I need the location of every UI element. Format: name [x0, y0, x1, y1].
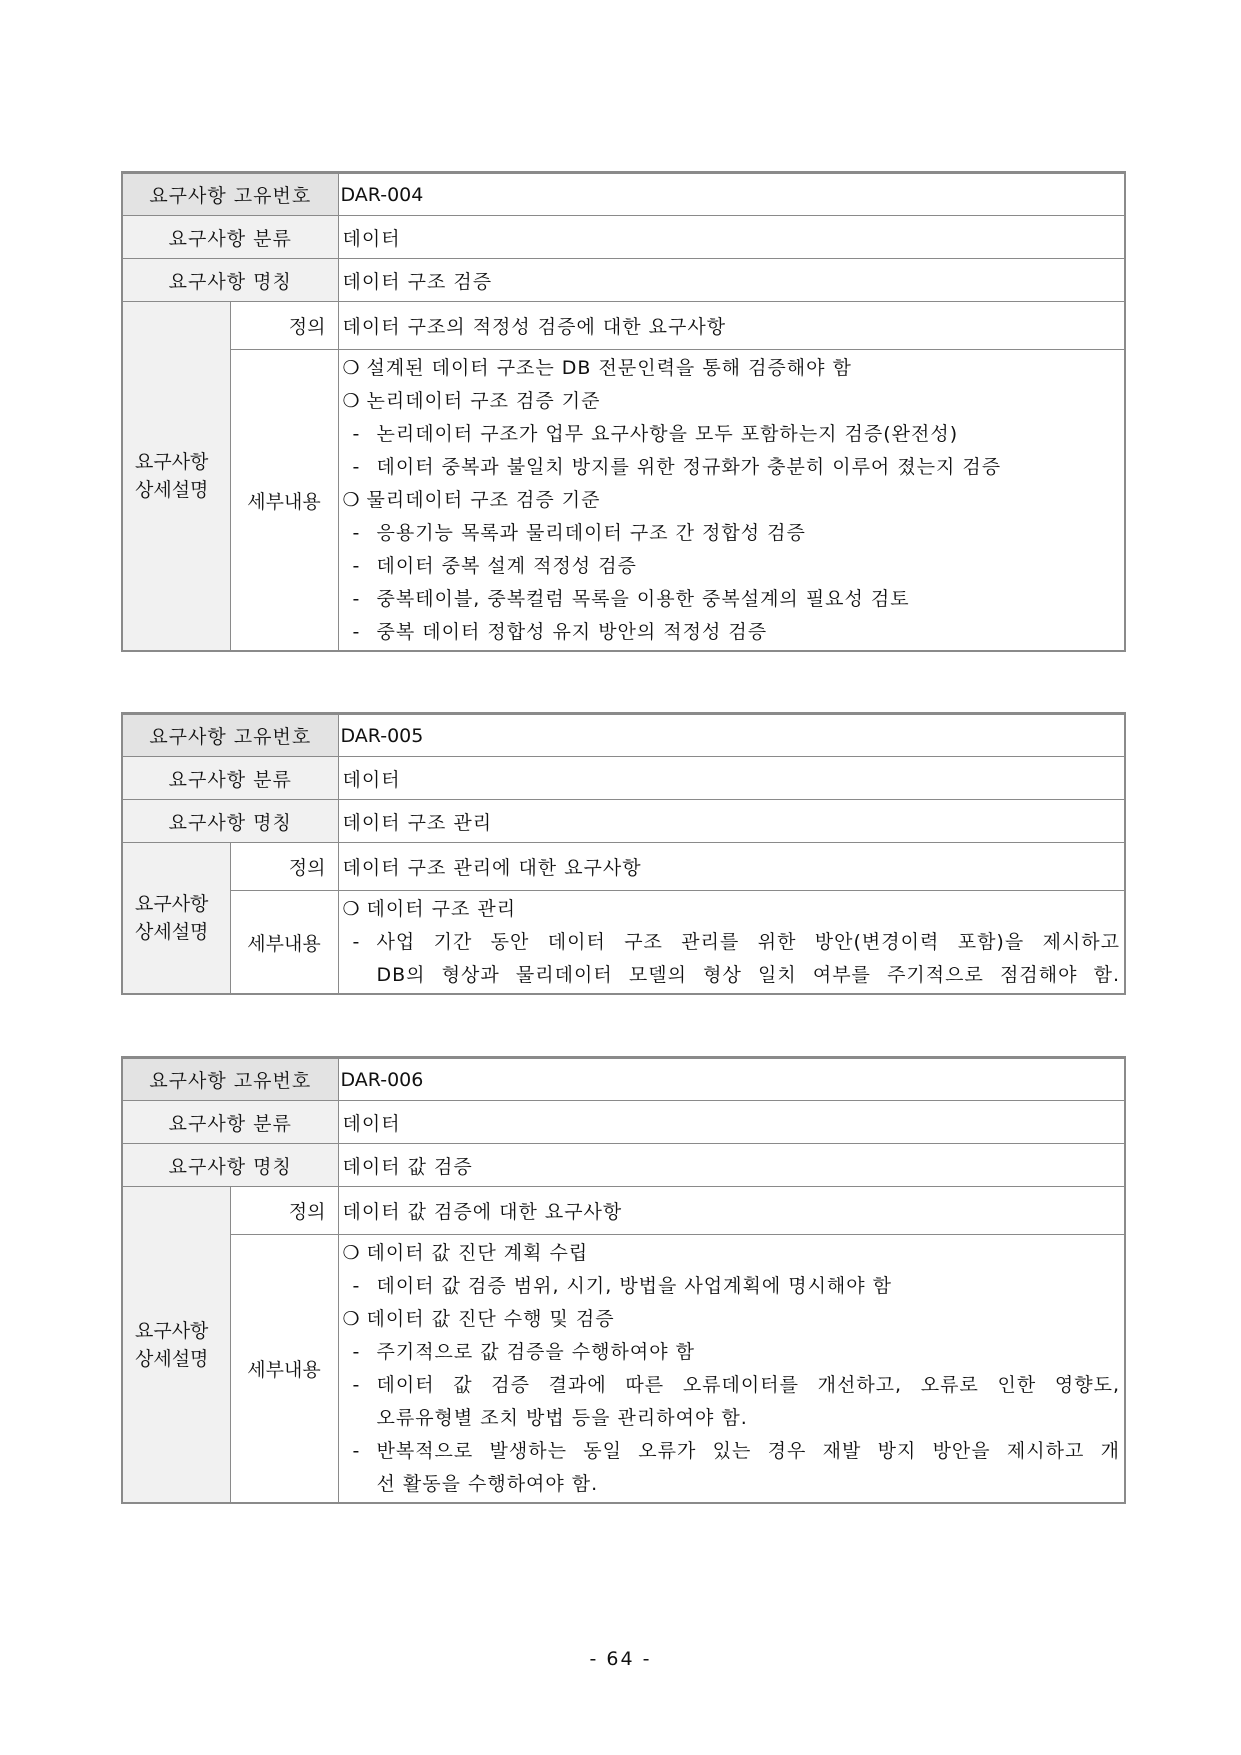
- category-label: 요구사항 분류: [122, 1101, 338, 1144]
- detail-line: [343, 1369, 1121, 1402]
- detail-label-line1: 요구사항: [135, 451, 209, 473]
- dash-marker: -: [352, 1374, 361, 1396]
- detail-text: 중복 데이터 정합성 유지 방안의 적정성 검증: [376, 621, 768, 643]
- dash-marker: -: [352, 588, 361, 610]
- dash-marker: -: [352, 621, 361, 643]
- detail-text: 데이터 값 검증 결과에 따른 오류데이터를 개선하고, 오류로 인한 영향도,: [376, 1374, 1120, 1396]
- bullet-marker: ❍: [342, 1242, 361, 1264]
- dash-marker: -: [352, 456, 361, 478]
- detail-text: 오류유형별 조치 방법 등을 관리하여야 함.: [376, 1407, 748, 1429]
- detail-text: 선 활동을 수행하여야 함.: [376, 1473, 599, 1495]
- id-label: 요구사항 고유번호: [122, 173, 338, 216]
- detail-line: [343, 418, 1121, 451]
- detail-line: [343, 1336, 1121, 1369]
- bullet-marker: ❍: [342, 357, 361, 379]
- requirement-table-dar-005: [121, 712, 1126, 995]
- id-value: DAR-004: [338, 173, 1125, 216]
- detail-text: 물리데이터 구조 검증 기준: [366, 489, 601, 511]
- detail-line: [343, 1402, 1121, 1435]
- bullet-marker: ❍: [342, 489, 361, 511]
- category-value: 데이터: [338, 1101, 1125, 1144]
- detail-text: 데이터 중복과 불일치 방지를 위한 정규화가 충분히 이루어 졌는지 검증: [376, 456, 1002, 478]
- requirement-table-dar-004: [121, 171, 1126, 652]
- definition-value: 데이터 구조 관리에 대한 요구사항: [338, 843, 1125, 891]
- content-label: 세부내용: [230, 350, 338, 652]
- detail-line: [343, 1435, 1121, 1468]
- detail-text: 사업 기간 동안 데이터 구조 관리를 위한 방안(변경이력 포함)을 제시하고: [376, 931, 1120, 953]
- id-label: 요구사항 고유번호: [122, 1058, 338, 1101]
- detail-text: 설계된 데이터 구조는 DB 전문인력을 통해 검증해야 함: [366, 357, 852, 379]
- detail-text: 응용기능 목록과 물리데이터 구조 간 정합성 검증: [376, 522, 806, 544]
- detail-content: [338, 891, 1125, 995]
- detail-label-line1: 요구사항: [135, 893, 209, 915]
- detail-line: [343, 583, 1121, 616]
- detail-line: [343, 385, 1121, 418]
- name-value: 데이터 값 검증: [338, 1144, 1125, 1187]
- detail-content: [338, 350, 1125, 652]
- detail-line: [343, 352, 1121, 385]
- definition-label: 정의: [230, 302, 338, 350]
- name-label: 요구사항 명칭: [122, 259, 338, 302]
- bullet-marker: ❍: [342, 898, 361, 920]
- detail-group-label: [122, 302, 230, 652]
- detail-text: 논리데이터 구조 검증 기준: [366, 390, 601, 412]
- dash-marker: -: [352, 931, 361, 953]
- detail-text: 논리데이터 구조가 업무 요구사항을 모두 포함하는지 검증(완전성): [376, 423, 959, 445]
- detail-line: [343, 517, 1121, 550]
- id-label: 요구사항 고유번호: [122, 714, 338, 757]
- detail-text: 데이터 구조 관리: [366, 898, 517, 920]
- category-label: 요구사항 분류: [122, 216, 338, 259]
- bullet-marker: ❍: [342, 1308, 361, 1330]
- detail-label-line1: 요구사항: [135, 1319, 209, 1342]
- detail-line: [343, 550, 1121, 583]
- detail-line: [343, 1270, 1121, 1303]
- detail-text: 주기적으로 값 검증을 수행하여야 함: [376, 1341, 695, 1363]
- detail-content: [338, 1235, 1125, 1504]
- detail-line: [343, 616, 1121, 649]
- detail-line: [343, 484, 1121, 517]
- dash-marker: -: [352, 522, 361, 544]
- dash-marker: -: [352, 555, 361, 577]
- category-label: 요구사항 분류: [122, 757, 338, 800]
- detail-text: 반복적으로 발생하는 동일 오류가 있는 경우 재발 방지 방안을 제시하고 개: [376, 1440, 1120, 1462]
- name-label: 요구사항 명칭: [122, 1144, 338, 1187]
- detail-label-line2: 상세설명: [135, 1347, 209, 1370]
- detail-text: 데이터 값 검증 범위, 시기, 방법을 사업계획에 명시해야 함: [376, 1275, 893, 1297]
- detail-label-line2: 상세설명: [135, 479, 209, 501]
- detail-line: [343, 959, 1121, 992]
- definition-label: 정의: [230, 1187, 338, 1235]
- dash-marker: -: [352, 1440, 361, 1462]
- detail-text: 데이터 값 진단 수행 및 검증: [366, 1308, 615, 1330]
- detail-text: 중복테이블, 중복컬럼 목록을 이용한 중복설계의 필요성 검토: [376, 588, 910, 610]
- detail-line: [343, 451, 1121, 484]
- dash-marker: -: [352, 1341, 361, 1363]
- dash-marker: -: [352, 423, 361, 445]
- detail-text: 데이터 중복 설계 적정성 검증: [376, 555, 637, 577]
- detail-text: 데이터 값 진단 계획 수립: [366, 1242, 589, 1264]
- bullet-marker: ❍: [342, 390, 361, 412]
- page-number: - 64 -: [589, 1648, 652, 1670]
- detail-group-label: [122, 1187, 230, 1504]
- detail-line: [343, 1237, 1121, 1270]
- detail-line: [343, 893, 1121, 926]
- definition-label: 정의: [230, 843, 338, 891]
- name-value: 데이터 구조 검증: [338, 259, 1125, 302]
- definition-value: 데이터 구조의 적정성 검증에 대한 요구사항: [338, 302, 1125, 350]
- detail-line: [343, 1468, 1121, 1501]
- category-value: 데이터: [338, 757, 1125, 800]
- id-value: DAR-006: [338, 1058, 1125, 1101]
- detail-text: DB의 형상과 물리데이터 모델의 형상 일치 여부를 주기적으로 점검해야 함.: [376, 964, 1120, 986]
- name-label: 요구사항 명칭: [122, 800, 338, 843]
- detail-group-label: [122, 843, 230, 995]
- id-value: DAR-005: [338, 714, 1125, 757]
- detail-line: [343, 1303, 1121, 1336]
- dash-marker: -: [352, 1275, 361, 1297]
- requirement-table-dar-006: [121, 1056, 1126, 1504]
- definition-value: 데이터 값 검증에 대한 요구사항: [338, 1187, 1125, 1235]
- detail-line: [343, 926, 1121, 959]
- content-label: 세부내용: [230, 891, 338, 995]
- content-label: 세부내용: [230, 1235, 338, 1504]
- category-value: 데이터: [338, 216, 1125, 259]
- name-value: 데이터 구조 관리: [338, 800, 1125, 843]
- detail-label-line2: 상세설명: [135, 921, 209, 943]
